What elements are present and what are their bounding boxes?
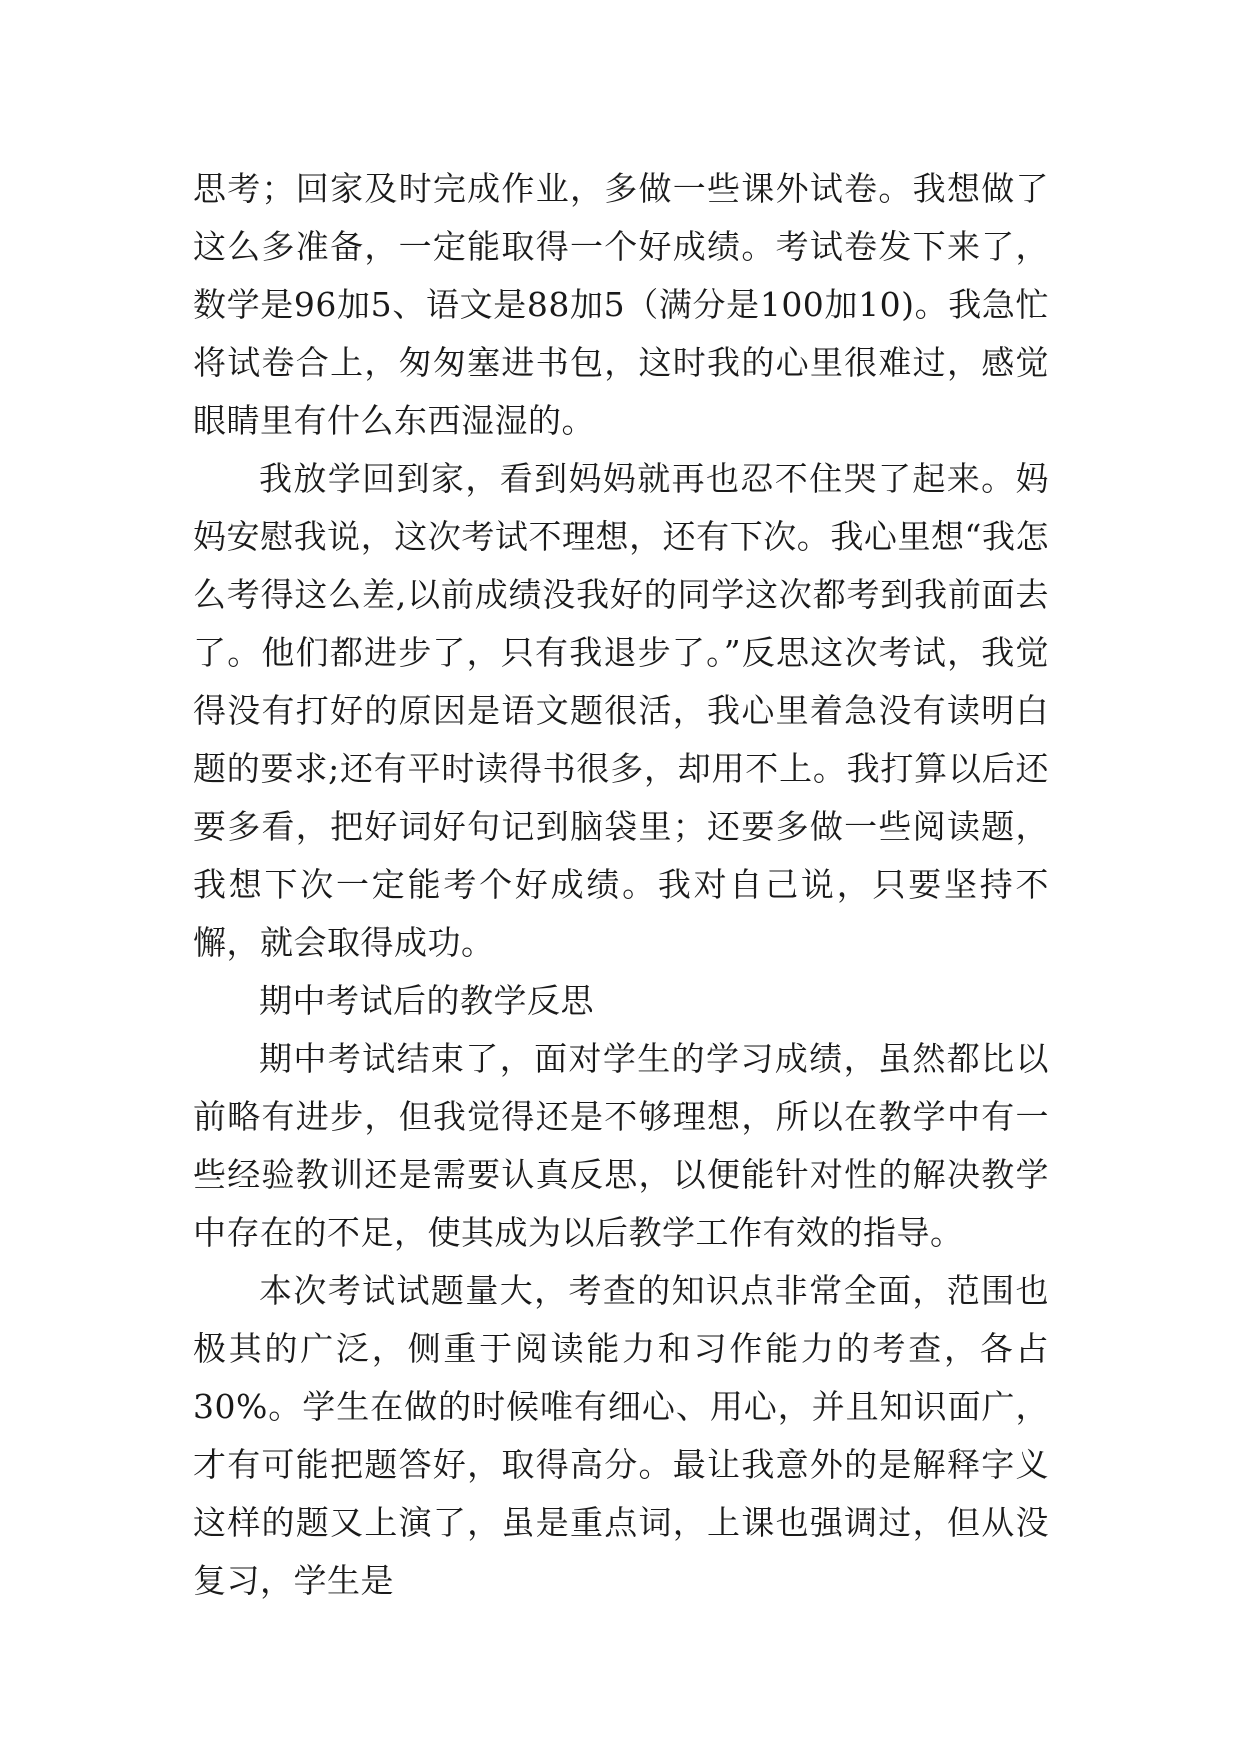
section-heading: 期中考试后的教学反思 (259, 981, 594, 1020)
paragraph-3: 期中考试结束了，面对学生的学习成绩，虽然都比以前略有进步，但我觉得还是不够理想，所以在教学中有一些经验教训还是需要认真反思，以便能针对性的解决教学中存在的不足，使其成为以后教学工作有效的指导。 (193, 1039, 1049, 1252)
paragraph-1: 思考；回家及时完成作业，多做一些课外试卷。我想做了这么多准备，一定能取得一个好成绩。考试卷发下来了，数学是96加5、语文是88加5（满分是100加10)。我急忙将试卷合上，匆匆塞进书包，这时我的心里很难过，感觉眼睛里有什么东西湿湿的。 (193, 169, 1049, 440)
paragraph-4: 本次考试试题量大，考查的知识点非常全面，范围也极其的广泛，侧重于阅读能力和习作能力的考查，各占30%。学生在做的时候唯有细心、用心，并且知识面广，才有可能把题答好，取得高分。最让我意外的是解释字义这样的题又上演了，虽是重点词，上课也强调过，但从没复习，学生是 (193, 1271, 1049, 1600)
document-body (193, 160, 1049, 1610)
paragraph-2: 我放学回到家，看到妈妈就再也忍不住哭了起来。妈妈安慰我说，这次考试不理想，还有下次。我心里想“我怎么考得这么差,以前成绩没我好的同学这次都考到我前面去了。他们都进步了，只有我退步了。”反思这次考试，我觉得没有打好的原因是语文题很活，我心里着急没有读明白题的要求;还有平时读得书很多，却用不上。我打算以后还要多看，把好词好句记到脑袋里；还要多做一些阅读题，我想下次一定能考个好成绩。我对自己说，只要坚持不懈，就会取得成功。 (193, 459, 1049, 962)
